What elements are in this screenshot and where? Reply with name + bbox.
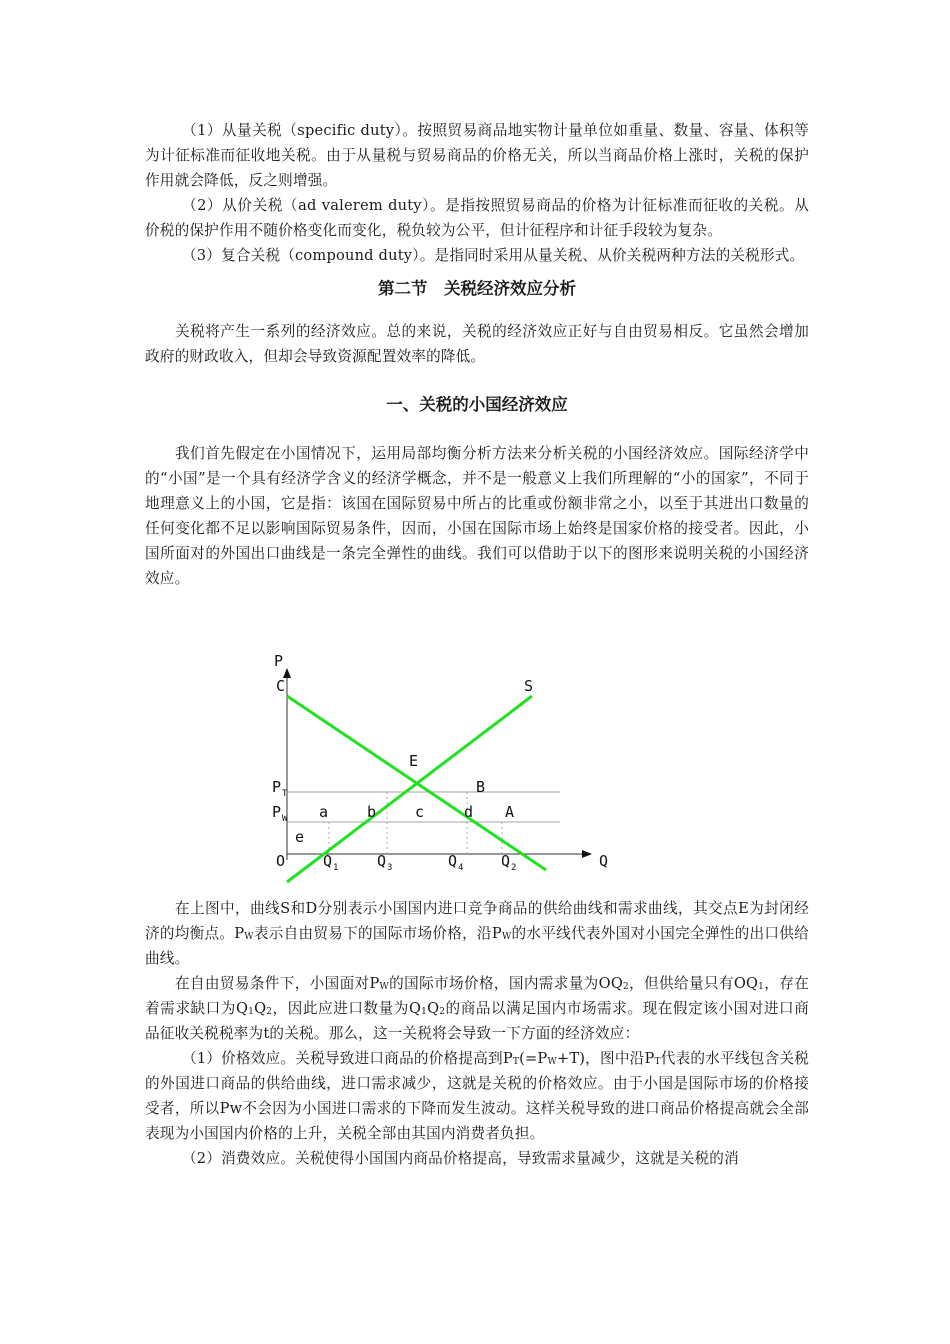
q3-sub: 3 <box>387 863 393 873</box>
y-axis-label: P <box>274 652 284 670</box>
paragraph-consumption-effect: （2）消费效应。关税使得小国国内商品价格提高，导致需求量减少，这就是关税的消 <box>182 1150 739 1167</box>
area-label-B: B <box>476 778 486 796</box>
paragraph-ad-valorem-duty: （2）从价关税（ad valerem duty）。是指按照贸易商品的价格为计征标准而征收的关税。从价税的保护作用不随价格变化而变化，税负较为公平，但计征程序和计征手段较为复杂。 <box>145 197 809 239</box>
document-body <box>145 118 809 591</box>
area-label-c: c <box>415 803 425 821</box>
paragraph-price-effect: （1）价格效应。关税导致进口商品的价格提高到$P_T(=P_W+T)$，图中沿$P_T$代表的水平线包含关税的外国进口商品的供给曲线，进口需求减少，这就是关税的价格效应。由于小国是国际市场的价格接受者，所以Pw不会因为小国进口需求的下降而发生波动。这样关税导致的进口商品价格提高就会全部表现为小国国内价格的上升，关税全部由其国内消费者负担。 <box>145 1050 809 1142</box>
area-label-b: b <box>367 803 377 821</box>
pw-label: P <box>272 803 282 821</box>
paragraph-diagram-explanation: 在上图中，曲线S和D分别表示小国国内进口竞争商品的供给曲线和需求曲线，其交点E为封闭经济的均衡点。$P_W$表示自由贸易下的国际市场价格，沿$P_W$的水平线代表外国对小国完全弹性的出口供给曲线。 <box>145 900 809 967</box>
demand-label: C <box>276 677 286 695</box>
pw-sub: W <box>282 814 288 824</box>
q1-sub: 1 <box>333 863 339 873</box>
area-label-a: a <box>319 803 329 821</box>
section-title: 第二节 关税经济效应分析 <box>378 279 576 298</box>
tariff-diagram <box>260 646 620 892</box>
subsection-title: 一、关税的小国经济效应 <box>386 395 568 414</box>
supply-label: S <box>524 677 534 695</box>
paragraph-specific-duty: （1）从量关税（specific duty）。按照贸易商品地实物计量单位如重量、数量、容量、体积等为计征标准而征收地关税。由于从量税与贸易商品的价格无关，所以当商品价格上涨时，关税的保护作用就会降低，反之则增强。 <box>145 122 809 189</box>
paragraph-section-intro: 关税将产生一系列的经济效应。总的来说，关税的经济效应正好与自由贸易相反。它虽然会增加政府的财政收入，但却会导致资源配置效率的降低。 <box>145 323 809 365</box>
paragraph-compound-duty: （3）复合关税（compound duty）。是指同时采用从量关税、从价关税两种方法的关税形式。 <box>182 247 805 264</box>
area-label-d: d <box>464 803 474 821</box>
q4-sub: 4 <box>458 863 464 873</box>
paragraph-free-trade: 在自由贸易条件下，小国面对$P_W$的国际市场价格，国内需求量为$OQ_2$，但供给量只有$OQ_1$，存在着需求缺口为$Q_1Q_2$，因此应进口数量为$Q_1Q_2$的商品以满足国内市场需求。现在假定该小国对进口商品征收关税税率为t的关税。那么，这一关税将会导致一下方面的经济效应： <box>145 975 809 1042</box>
paragraph-small-country: 我们首先假定在小国情况下，运用局部均衡分析方法来分析关税的小国经济效应。国际经济学中的“小国”是一个具有经济学含义的经济学概念，并不是一般意义上我们所理解的“小的国家”，不同于地理意义上的小国，它是指：该国在国际贸易中所占的比重或份额非常之小，以至于其进出口数量的任何变化都不足以影响国际贸易条件，因而，小国在国际市场上始终是国家价格的接受者。因此，小国所面对的外国出口曲线是一条完全弹性的曲线。我们可以借助于以下的图形来说明关税的小国经济效应。 <box>145 445 809 587</box>
x-axis-label: Q <box>599 852 609 870</box>
q2-sub: 2 <box>511 863 517 873</box>
q4-label: Q <box>448 852 458 870</box>
origin-label: O <box>276 852 286 870</box>
pt-sub: T <box>282 789 288 799</box>
area-label-e: e <box>295 828 305 846</box>
pt-label: P <box>272 778 282 796</box>
area-label-A: A <box>505 803 515 821</box>
x-axis-arrow <box>582 850 592 858</box>
document-body-continued <box>145 896 809 1171</box>
equilibrium-label: E <box>409 752 419 770</box>
q1-label: Q <box>323 852 333 870</box>
q2-label: Q <box>501 852 511 870</box>
q3-label: Q <box>377 852 387 870</box>
